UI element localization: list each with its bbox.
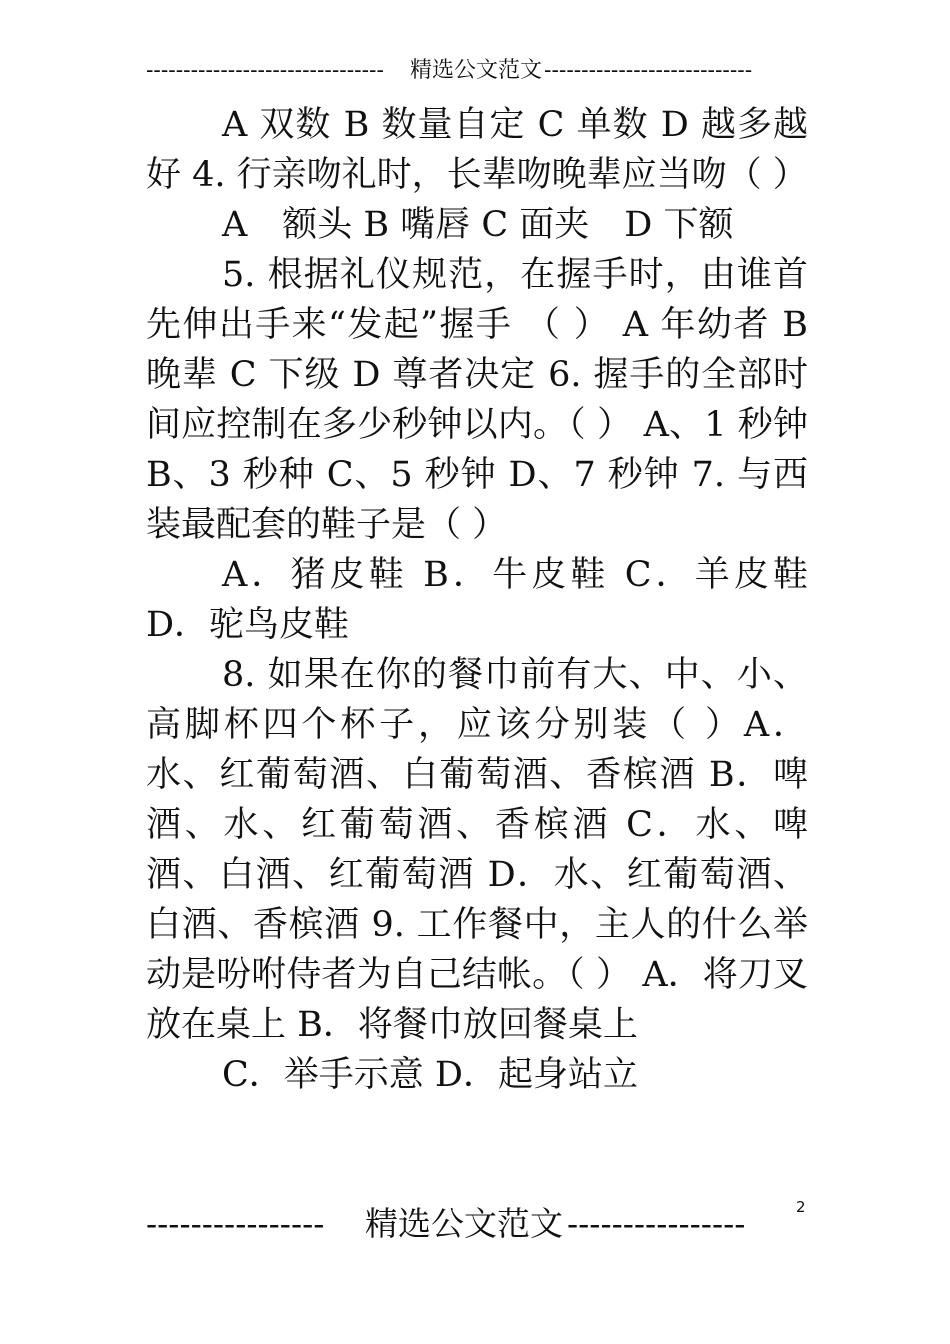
page-header [146, 56, 806, 86]
page-footer [146, 1202, 782, 1246]
paragraph-q4-options: A 额头 B 嘴唇 C 面夹 D 下额 [222, 205, 734, 245]
footer-title: 精选公文范文 [365, 1204, 563, 1243]
paragraph-q3-options-q4: A 双数 B 数量自定 C 单数 D 越多越好 4. 行亲吻礼时，长辈吻晚辈应当吻（ ） [146, 105, 808, 195]
paragraph-q8-q9: 8. 如果在你的餐巾前有大、中、小、高脚杯四个杯子，应该分别装（ ）A．水、红葡萄酒、白葡萄酒、香槟酒 B．啤酒、水、红葡萄酒、香槟酒 C．水、啤酒、白酒、红葡萄酒 D．水、红葡萄酒、白酒、香槟酒 9. 工作餐中，主人的什么举动是吩咐侍者为自己结帐。（ ） A．将刀叉放在桌上 B．将餐巾放回餐桌上 [146, 655, 808, 1045]
paragraph-q5-q7: 5. 根据礼仪规范，在握手时，由谁首先伸出手来“发起”握手 （ ） A 年幼者 B 晚辈 C 下级 D 尊者决定 6. 握手的全部时间应控制在多少秒钟以内。（ ） A、1 秒钟 B、3 秒种 C、5 秒钟 D、7 秒钟 7. 与西装最配套的鞋子是（ ） [146, 255, 808, 545]
paragraph-q9-options: C．举手示意 D．起身站立 [222, 1055, 638, 1095]
header-left-rule: -------------------------------- [146, 58, 384, 83]
footer-right-rule: ---------------- [567, 1204, 746, 1243]
header-right-rule: ---------------------------- [544, 58, 753, 83]
footer-left-rule: ---------------- [146, 1204, 325, 1243]
header-title: 精选公文范文 [410, 58, 543, 83]
paragraph-q7-options: A．猪皮鞋 B．牛皮鞋 C．羊皮鞋 D．驼鸟皮鞋 [146, 555, 808, 645]
document-body [146, 100, 808, 1100]
page-number: 2 [796, 1198, 806, 1216]
